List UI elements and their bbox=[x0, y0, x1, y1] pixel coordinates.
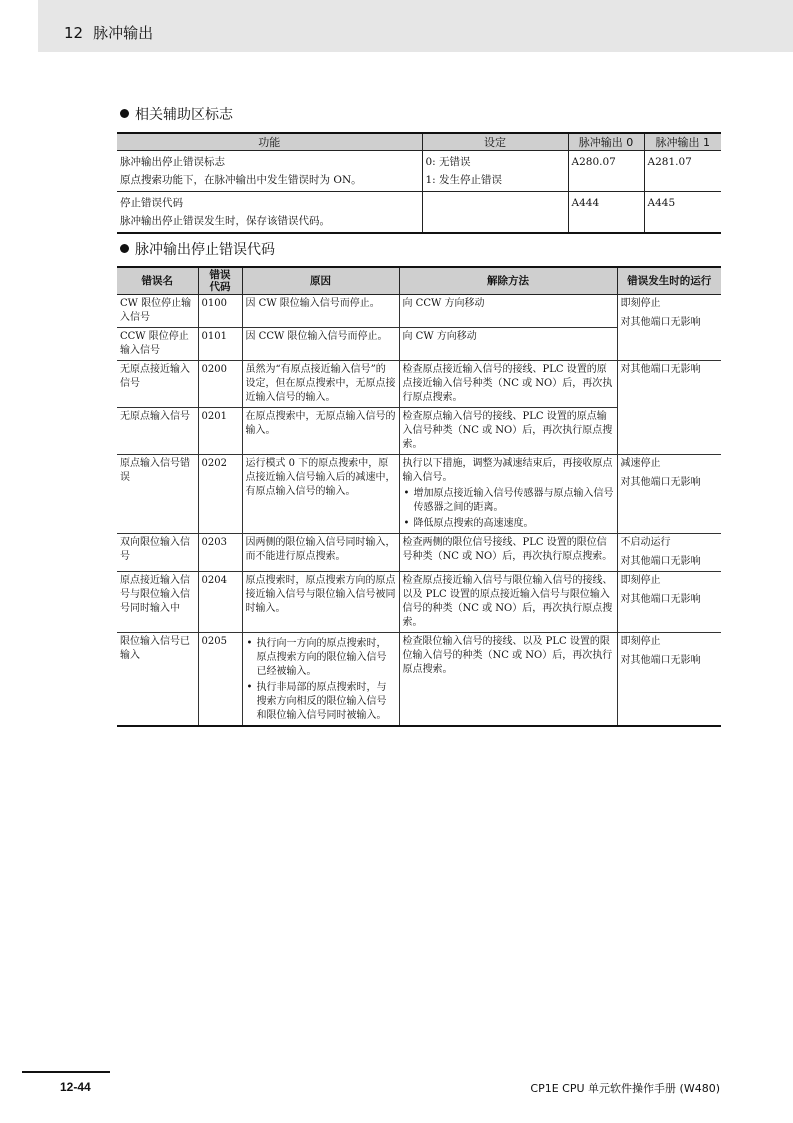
cause-bullet-list bbox=[246, 637, 396, 723]
error-code: 0205 bbox=[198, 633, 242, 727]
run-behavior: 对其他端口无影响 bbox=[620, 317, 701, 328]
table-header-row bbox=[117, 133, 721, 151]
error-name: 原点接近输入信号与限位输入信号同时输入中 bbox=[117, 572, 198, 633]
function-name: 脉冲输出停止错误标志 bbox=[120, 156, 225, 168]
error-name: 双向限位输入信号 bbox=[117, 534, 198, 572]
fix-bullet: • 降低原点搜索的高速速度。 bbox=[403, 517, 614, 531]
col-header-run: 错误发生时的运行 bbox=[617, 267, 721, 295]
section-err-title: 脉冲输出停止错误代码 bbox=[135, 242, 275, 258]
error-run bbox=[617, 455, 721, 534]
function-name: 停止错误代码 bbox=[120, 197, 183, 209]
table-row bbox=[117, 151, 721, 192]
error-code: 0200 bbox=[198, 361, 242, 408]
error-cause: 因两侧的限位输入信号同时输入，而不能进行原点搜索。 bbox=[242, 534, 399, 572]
col-header-function: 功能 bbox=[117, 133, 422, 151]
fix-bullet: • 增加原点接近输入信号传感器与原点输入信号传感器之间的距离。 bbox=[403, 487, 614, 515]
table-row bbox=[117, 192, 721, 234]
code-header-text: 错误代码 bbox=[209, 269, 231, 293]
col-header-code bbox=[198, 267, 242, 295]
error-cause: 因 CW 限位输入信号而停止。 bbox=[242, 295, 399, 328]
error-code-table bbox=[117, 266, 721, 727]
error-run bbox=[617, 361, 721, 455]
run-behavior: 对其他端口无影响 bbox=[620, 594, 701, 605]
error-name: CCW 限位停止输入信号 bbox=[117, 328, 198, 361]
error-cause: 虽然为“有原点接近输入信号”的设定，但在原点搜索中，无原点接近输入信号的输入。 bbox=[242, 361, 399, 408]
footer-rule bbox=[22, 1071, 110, 1073]
col-header-output1: 脉冲输出 1 bbox=[644, 133, 721, 151]
col-header-output0: 脉冲输出 0 bbox=[568, 133, 644, 151]
error-name: 限位输入信号已输入 bbox=[117, 633, 198, 727]
chapter-name: 脉冲输出 bbox=[93, 24, 154, 42]
chapter-title bbox=[64, 22, 153, 43]
error-fix: 检查两侧的限位信号接线、PLC 设置的限位信号种类（NC 或 NO）后，再次执行原点搜索。 bbox=[399, 534, 617, 572]
error-cause bbox=[242, 633, 399, 727]
error-run bbox=[617, 572, 721, 633]
table-row bbox=[117, 455, 721, 534]
col-header-name: 错误名 bbox=[117, 267, 198, 295]
error-cause: 原点搜索时，原点搜索方向的原点接近输入信号与限位输入信号被同时输入。 bbox=[242, 572, 399, 633]
document-title: CP1E CPU 单元软件操作手册 (W480) bbox=[530, 1082, 720, 1095]
error-code: 0100 bbox=[198, 295, 242, 328]
run-behavior: 对其他端口无影响 bbox=[620, 556, 701, 567]
output0-cell: A280.07 bbox=[568, 151, 644, 192]
error-name: 无原点输入信号 bbox=[117, 408, 198, 455]
section-aux-title: 相关辅助区标志 bbox=[135, 107, 233, 123]
error-cause: 在原点搜索中，无原点输入信号的输入。 bbox=[242, 408, 399, 455]
error-fix: 检查限位输入信号的接线、以及 PLC 设置的限位输入信号的种类（NC 或 NO）后，再次执行原点搜索。 bbox=[399, 633, 617, 727]
error-code: 0101 bbox=[198, 328, 242, 361]
error-name: 原点输入信号错误 bbox=[117, 455, 198, 534]
fix-bullet-list bbox=[403, 487, 614, 531]
run-behavior: 即刻停止 bbox=[620, 636, 661, 647]
error-name: CW 限位停止输入信号 bbox=[117, 295, 198, 328]
output1-cell: A281.07 bbox=[644, 151, 721, 192]
error-fix: 检查原点接近输入信号与限位输入信号的接线、以及 PLC 设置的原点接近输入信号与限位输入信号的种类（NC 或 NO）后，再次执行原点搜索。 bbox=[399, 572, 617, 633]
error-fix: 向 CCW 方向移动 bbox=[399, 295, 617, 328]
setting-value: 1: 发生停止错误 bbox=[425, 174, 503, 186]
error-run bbox=[617, 534, 721, 572]
col-header-setting: 设定 bbox=[422, 133, 568, 151]
output0-cell: A444 bbox=[568, 192, 644, 234]
error-cause: 运行模式 0 下的原点搜索中，原点接近输入信号输入后的减速中，有原点输入信号的输入。 bbox=[242, 455, 399, 534]
fix-intro: 执行以下措施，调整为减速结束后，再接收原点输入信号。 bbox=[402, 458, 613, 483]
error-code: 0203 bbox=[198, 534, 242, 572]
error-fix: 检查原点输入信号的接线、PLC 设置的原点输入信号种类（NC 或 NO）后，再次执行原点搜索。 bbox=[399, 408, 617, 455]
section-aux-heading bbox=[120, 104, 233, 124]
col-header-cause: 原因 bbox=[242, 267, 399, 295]
setting-cell bbox=[422, 151, 568, 192]
error-name: 无原点接近输入信号 bbox=[117, 361, 198, 408]
error-run bbox=[617, 633, 721, 727]
table-row bbox=[117, 361, 721, 408]
error-fix: 向 CW 方向移动 bbox=[399, 328, 617, 361]
function-cell bbox=[117, 192, 422, 234]
run-behavior: 不启动运行 bbox=[620, 537, 671, 548]
function-desc: 原点搜索功能下，在脉冲输出中发生错误时为 ON。 bbox=[120, 174, 362, 186]
function-desc: 脉冲输出停止错误发生时，保存该错误代码。 bbox=[120, 215, 330, 227]
run-behavior: 对其他端口无影响 bbox=[620, 364, 701, 375]
table-row bbox=[117, 295, 721, 328]
table-row bbox=[117, 633, 721, 727]
function-cell bbox=[117, 151, 422, 192]
error-code: 0202 bbox=[198, 455, 242, 534]
error-fix bbox=[399, 455, 617, 534]
output1-cell: A445 bbox=[644, 192, 721, 234]
cause-bullet: • 执行向一方向的原点搜索时，原点搜索方向的限位输入信号已经被输入。 bbox=[246, 637, 396, 679]
error-fix: 检查原点接近输入信号的接线、PLC 设置的原点接近输入信号种类（NC 或 NO）后，再次执行原点搜索。 bbox=[399, 361, 617, 408]
cause-bullet: • 执行非局部的原点搜索时，与搜索方向相反的限位输入信号和限位输入信号同时被输入。 bbox=[246, 681, 396, 723]
error-cause: 因 CCW 限位输入信号而停止。 bbox=[242, 328, 399, 361]
error-code: 0201 bbox=[198, 408, 242, 455]
col-header-fix: 解除方法 bbox=[399, 267, 617, 295]
setting-cell bbox=[422, 192, 568, 234]
aux-flags-table bbox=[117, 132, 721, 234]
error-run bbox=[617, 295, 721, 361]
run-behavior: 减速停止 bbox=[620, 458, 661, 469]
table-header-row bbox=[117, 267, 721, 295]
chapter-number: 12 bbox=[64, 24, 84, 42]
bullet-icon bbox=[120, 244, 129, 253]
setting-value: 0: 无错误 bbox=[425, 156, 471, 168]
run-behavior: 即刻停止 bbox=[620, 298, 661, 309]
page-number: 12-44 bbox=[60, 1080, 91, 1094]
bullet-icon bbox=[120, 109, 129, 118]
error-code: 0204 bbox=[198, 572, 242, 633]
table-row bbox=[117, 534, 721, 572]
section-err-heading bbox=[120, 239, 275, 259]
run-behavior: 对其他端口无影响 bbox=[620, 477, 701, 488]
run-behavior: 对其他端口无影响 bbox=[620, 655, 701, 666]
run-behavior: 即刻停止 bbox=[620, 575, 661, 586]
table-row bbox=[117, 572, 721, 633]
